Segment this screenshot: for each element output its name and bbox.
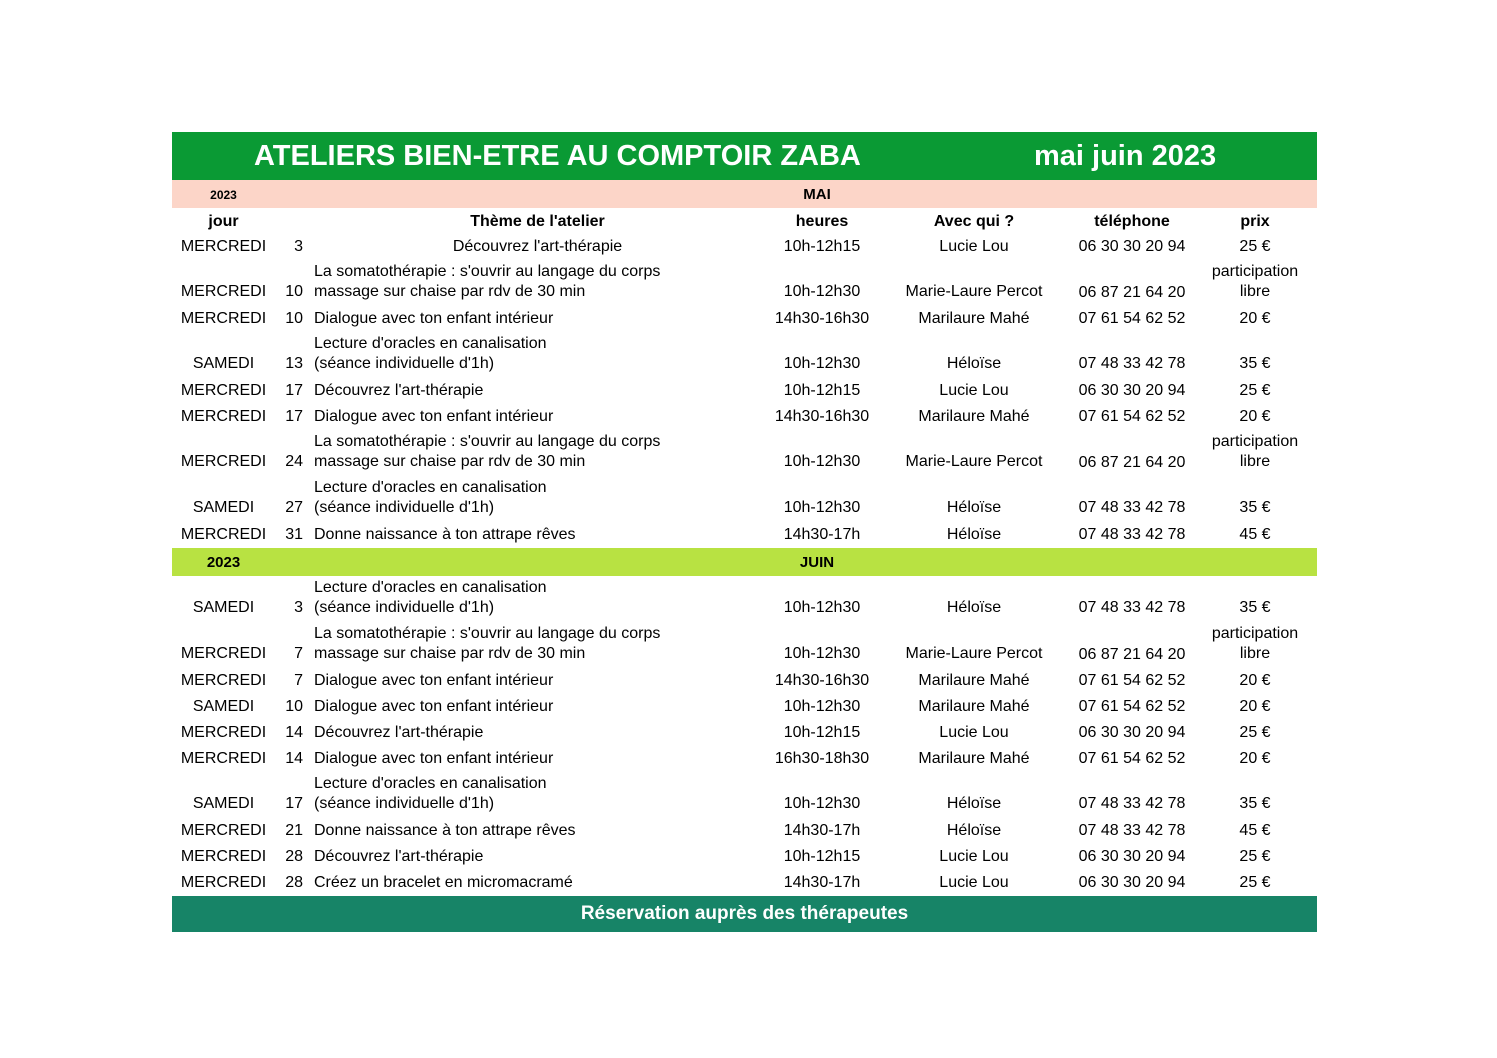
day-cell: SAMEDI	[192, 795, 255, 812]
theme-cell: massage sur chaise par rdv de 30 min	[314, 645, 586, 662]
price-cell: 35 €	[1239, 355, 1271, 372]
price-cell: 25 €	[1239, 874, 1271, 891]
day-cell: MERCREDI	[180, 310, 267, 327]
phone-cell: 07 61 54 62 52	[1078, 698, 1186, 715]
day-cell: MERCREDI	[180, 453, 267, 470]
day-cell: MERCREDI	[180, 724, 267, 741]
theme-cell: Dialogue avec ton enfant intérieur	[314, 408, 554, 425]
theme-cell: Découvrez l'art-thérapie	[452, 238, 623, 255]
hours-cell: 10h-12h30	[783, 283, 861, 300]
footer-bar: Réservation auprès des thérapeutes	[172, 896, 1317, 932]
theme-cell: La somatothérapie : s'ouvrir au langage du corps	[314, 433, 661, 450]
month-label: JUIN	[799, 554, 835, 571]
schedule-sheet	[172, 132, 1317, 932]
phone-cell: 07 48 33 42 78	[1078, 599, 1186, 616]
column-header-with: Avec qui ?	[933, 213, 1015, 230]
phone-cell: 07 61 54 62 52	[1078, 310, 1186, 327]
hours-cell: 10h-12h30	[783, 453, 861, 470]
day-cell: SAMEDI	[192, 698, 255, 715]
hours-cell: 10h-12h15	[783, 238, 861, 255]
therapist-cell: Marilaure Mahé	[918, 672, 1030, 689]
table-row	[172, 818, 1317, 844]
price-cell: 25 €	[1239, 724, 1271, 741]
hours-cell: 14h30-17h	[783, 526, 861, 543]
table-row	[172, 378, 1317, 404]
day-cell: SAMEDI	[192, 355, 255, 372]
theme-cell: Dialogue avec ton enfant intérieur	[314, 698, 554, 715]
price-cell: 35 €	[1239, 499, 1271, 516]
hours-cell: 10h-12h30	[783, 599, 861, 616]
date-cell: 28	[285, 874, 303, 891]
month-band-may	[172, 180, 1317, 208]
date-cell: 3	[294, 238, 303, 255]
therapist-cell: Lucie Lou	[939, 238, 1009, 255]
may-rows	[172, 234, 1317, 548]
month-label: MAI	[803, 186, 831, 203]
hours-cell: 10h-12h15	[783, 382, 861, 399]
therapist-cell: Marie-Laure Percot	[905, 453, 1043, 470]
date-cell: 13	[285, 355, 303, 372]
theme-cell: Lecture d'oracles en canalisation	[314, 479, 547, 496]
price-cell: 35 €	[1239, 599, 1271, 616]
phone-cell: 06 87 21 64 20	[1078, 454, 1186, 471]
june-rows	[172, 576, 1317, 896]
table-row	[172, 576, 1317, 622]
therapist-cell: Lucie Lou	[939, 848, 1009, 865]
therapist-cell: Marilaure Mahé	[918, 408, 1030, 425]
theme-cell: (séance individuelle d'1h)	[314, 355, 495, 372]
date-cell: 10	[285, 283, 303, 300]
year-label: 2023	[206, 554, 241, 571]
price-cell: libre	[1239, 283, 1271, 300]
date-cell: 7	[294, 672, 303, 689]
theme-cell: (séance individuelle d'1h)	[314, 599, 495, 616]
table-row	[172, 694, 1317, 720]
therapist-cell: Héloïse	[946, 355, 1002, 372]
theme-cell: (séance individuelle d'1h)	[314, 795, 495, 812]
theme-cell: Créez un bracelet en micromacramé	[314, 874, 573, 891]
column-header-price: prix	[1240, 213, 1270, 230]
hours-cell: 14h30-16h30	[774, 672, 870, 689]
price-cell: 45 €	[1239, 822, 1271, 839]
table-row	[172, 476, 1317, 522]
date-cell: 17	[285, 408, 303, 425]
hours-cell: 10h-12h30	[783, 499, 861, 516]
theme-cell: Dialogue avec ton enfant intérieur	[314, 310, 554, 327]
price-cell: libre	[1239, 453, 1271, 470]
therapist-cell: Héloïse	[946, 526, 1002, 543]
table-row	[172, 404, 1317, 430]
price-cell: participation	[1211, 433, 1299, 450]
therapist-cell: Héloïse	[946, 599, 1002, 616]
day-cell: MERCREDI	[180, 645, 267, 662]
price-cell: 25 €	[1239, 382, 1271, 399]
month-band-june	[172, 548, 1317, 576]
theme-cell: massage sur chaise par rdv de 30 min	[314, 283, 586, 300]
table-row	[172, 306, 1317, 332]
theme-cell: Dialogue avec ton enfant intérieur	[314, 672, 554, 689]
price-cell: 25 €	[1239, 848, 1271, 865]
theme-cell: Lecture d'oracles en canalisation	[314, 579, 547, 596]
theme-cell: Lecture d'oracles en canalisation	[314, 335, 547, 352]
theme-cell: Découvrez l'art-thérapie	[314, 724, 484, 741]
price-cell: 20 €	[1239, 750, 1271, 767]
phone-cell: 07 48 33 42 78	[1078, 499, 1186, 516]
price-cell: participation	[1211, 263, 1299, 280]
date-cell: 7	[294, 645, 303, 662]
phone-cell: 06 30 30 20 94	[1078, 382, 1186, 399]
date-cell: 10	[285, 698, 303, 715]
column-header-theme: Thème de l'atelier	[470, 213, 605, 230]
therapist-cell: Marilaure Mahé	[918, 310, 1030, 327]
day-cell: MERCREDI	[180, 750, 267, 767]
day-cell: MERCREDI	[180, 822, 267, 839]
theme-cell: Découvrez l'art-thérapie	[314, 382, 484, 399]
theme-cell: Donne naissance à ton attrape rêves	[314, 526, 576, 543]
day-cell: SAMEDI	[192, 599, 255, 616]
therapist-cell: Marie-Laure Percot	[905, 283, 1043, 300]
therapist-cell: Héloïse	[946, 795, 1002, 812]
table-row	[172, 746, 1317, 772]
day-cell: MERCREDI	[180, 672, 267, 689]
table-row	[172, 234, 1317, 260]
price-cell: 20 €	[1239, 698, 1271, 715]
hours-cell: 10h-12h30	[783, 795, 861, 812]
date-cell: 21	[285, 822, 303, 839]
date-cell: 31	[285, 526, 303, 543]
period-label: mai juin 2023	[1034, 140, 1217, 172]
hours-cell: 10h-12h30	[783, 355, 861, 372]
table-row	[172, 870, 1317, 896]
hours-cell: 10h-12h15	[783, 724, 861, 741]
table-row	[172, 332, 1317, 378]
table-row	[172, 668, 1317, 694]
price-cell: libre	[1239, 645, 1271, 662]
date-cell: 14	[285, 750, 303, 767]
column-header-day: jour	[208, 213, 239, 230]
table-row	[172, 844, 1317, 870]
therapist-cell: Lucie Lou	[939, 382, 1009, 399]
price-cell: 45 €	[1239, 526, 1271, 543]
date-cell: 27	[285, 499, 303, 516]
day-cell: MERCREDI	[180, 848, 267, 865]
therapist-cell: Lucie Lou	[939, 874, 1009, 891]
hours-cell: 16h30-18h30	[774, 750, 870, 767]
column-header-row	[172, 208, 1317, 234]
phone-cell: 06 30 30 20 94	[1078, 874, 1186, 891]
therapist-cell: Lucie Lou	[939, 724, 1009, 741]
phone-cell: 06 30 30 20 94	[1078, 238, 1186, 255]
phone-cell: 06 87 21 64 20	[1078, 284, 1186, 301]
phone-cell: 07 61 54 62 52	[1078, 408, 1186, 425]
theme-cell: Lecture d'oracles en canalisation	[314, 775, 547, 792]
price-cell: 20 €	[1239, 408, 1271, 425]
hours-cell: 14h30-17h	[783, 874, 861, 891]
theme-cell: La somatothérapie : s'ouvrir au langage du corps	[314, 625, 661, 642]
phone-cell: 07 48 33 42 78	[1078, 526, 1186, 543]
price-cell: 20 €	[1239, 310, 1271, 327]
day-cell: MERCREDI	[180, 382, 267, 399]
therapist-cell: Marilaure Mahé	[918, 698, 1030, 715]
theme-cell: La somatothérapie : s'ouvrir au langage du corps	[314, 263, 661, 280]
price-cell: participation	[1211, 625, 1299, 642]
price-cell: 25 €	[1239, 238, 1271, 255]
year-label: 2023	[210, 188, 237, 202]
theme-cell: (séance individuelle d'1h)	[314, 499, 495, 516]
price-cell: 35 €	[1239, 795, 1271, 812]
date-cell: 28	[285, 848, 303, 865]
title-bar	[172, 132, 1317, 180]
phone-cell: 07 48 33 42 78	[1078, 822, 1186, 839]
hours-cell: 14h30-16h30	[774, 408, 870, 425]
table-row	[172, 260, 1317, 306]
page-title: ATELIERS BIEN-ETRE AU COMPTOIR ZABA	[254, 140, 861, 172]
phone-cell: 07 48 33 42 78	[1078, 355, 1186, 372]
date-cell: 10	[285, 310, 303, 327]
hours-cell: 14h30-17h	[783, 822, 861, 839]
table-row	[172, 622, 1317, 668]
phone-cell: 06 87 21 64 20	[1078, 646, 1186, 663]
therapist-cell: Marilaure Mahé	[918, 750, 1030, 767]
phone-cell: 06 30 30 20 94	[1078, 848, 1186, 865]
day-cell: MERCREDI	[180, 238, 267, 255]
day-cell: MERCREDI	[180, 526, 267, 543]
date-cell: 17	[285, 382, 303, 399]
theme-cell: Découvrez l'art-thérapie	[314, 848, 484, 865]
therapist-cell: Marie-Laure Percot	[905, 645, 1043, 662]
day-cell: MERCREDI	[180, 408, 267, 425]
price-cell: 20 €	[1239, 672, 1271, 689]
column-header-hours: heures	[795, 213, 849, 230]
theme-cell: Dialogue avec ton enfant intérieur	[314, 750, 554, 767]
phone-cell: 06 30 30 20 94	[1078, 724, 1186, 741]
therapist-cell: Héloïse	[946, 822, 1002, 839]
table-row	[172, 772, 1317, 818]
phone-cell: 07 61 54 62 52	[1078, 750, 1186, 767]
hours-cell: 10h-12h30	[783, 645, 861, 662]
day-cell: MERCREDI	[180, 874, 267, 891]
hours-cell: 10h-12h30	[783, 698, 861, 715]
phone-cell: 07 61 54 62 52	[1078, 672, 1186, 689]
day-cell: SAMEDI	[192, 499, 255, 516]
table-row	[172, 430, 1317, 476]
theme-cell: Donne naissance à ton attrape rêves	[314, 822, 576, 839]
hours-cell: 10h-12h15	[783, 848, 861, 865]
table-row	[172, 522, 1317, 548]
date-cell: 17	[285, 795, 303, 812]
date-cell: 14	[285, 724, 303, 741]
hours-cell: 14h30-16h30	[774, 310, 870, 327]
phone-cell: 07 48 33 42 78	[1078, 795, 1186, 812]
therapist-cell: Héloïse	[946, 499, 1002, 516]
column-header-phone: téléphone	[1094, 213, 1170, 230]
date-cell: 3	[294, 599, 303, 616]
day-cell: MERCREDI	[180, 283, 267, 300]
theme-cell: massage sur chaise par rdv de 30 min	[314, 453, 586, 470]
table-row	[172, 720, 1317, 746]
date-cell: 24	[285, 453, 303, 470]
